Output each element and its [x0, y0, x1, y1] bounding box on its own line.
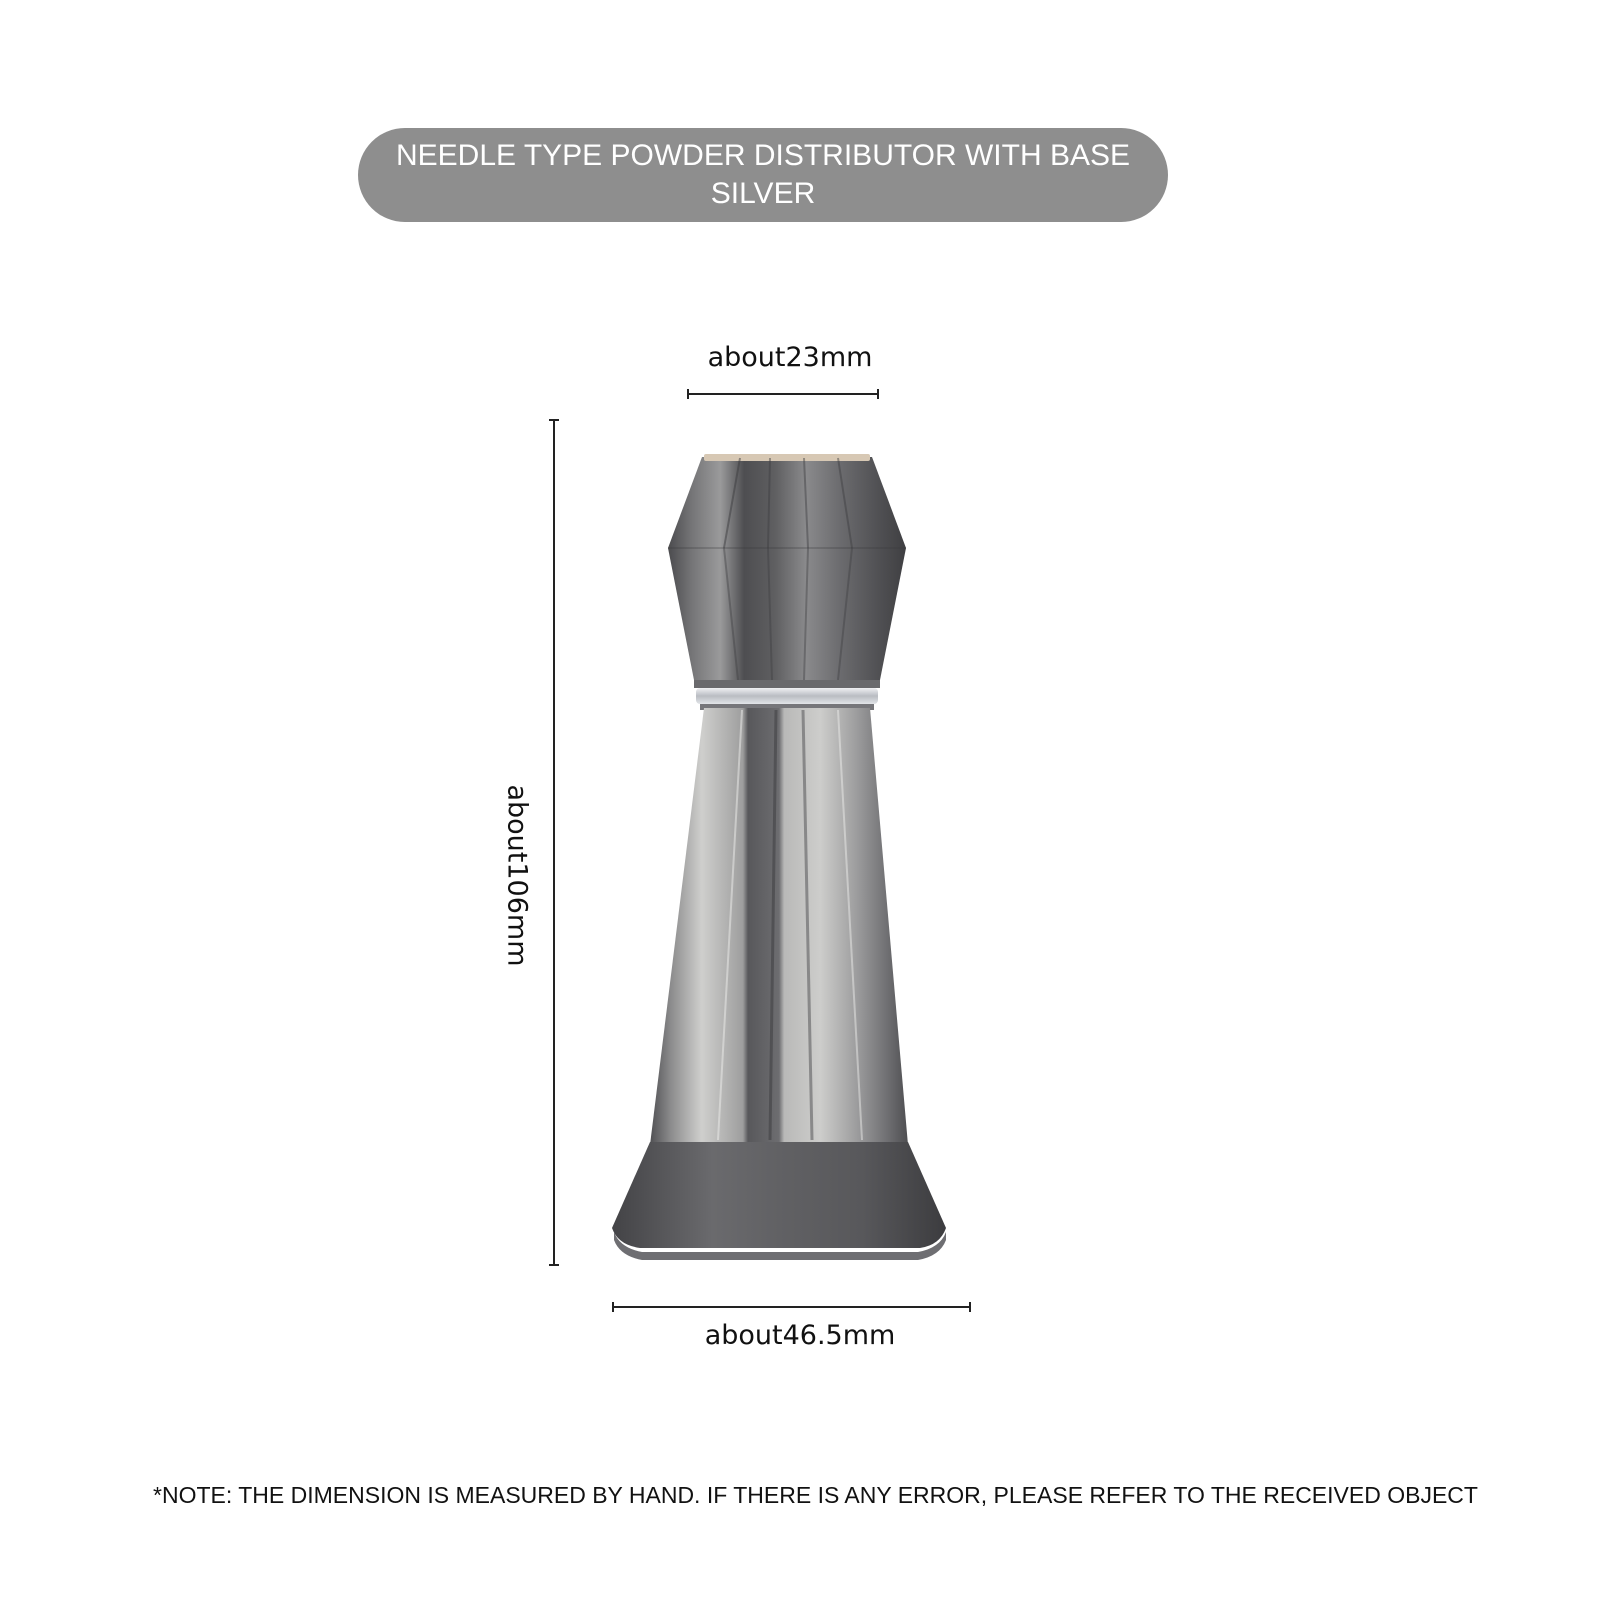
product-title-line-2: SILVER: [710, 177, 816, 210]
base-width-label: about46.5mm: [704, 1320, 896, 1351]
height-dimension-line: [549, 420, 559, 1265]
distributor-body: [650, 708, 908, 1145]
top-width-label: about23mm: [707, 342, 873, 373]
base-width-dimension-line: [613, 1302, 970, 1312]
distributor-base: [612, 1142, 946, 1260]
height-label: about106mm: [501, 784, 533, 967]
distributor-ring: [694, 680, 880, 710]
measurement-note: *NOTE: THE DIMENSION IS MEASURED BY HAND. IF THERE IS ANY ERROR, PLEASE REFER TO THE RECEIVED OBJECT: [153, 1482, 1478, 1508]
product-title-line-1: NEEDLE TYPE POWDER DISTRIBUTOR WITH BASE: [395, 139, 1130, 172]
top-width-dimension-line: [688, 389, 878, 399]
distributor-illustration: [612, 454, 946, 1260]
distributor-handle: [668, 454, 906, 680]
